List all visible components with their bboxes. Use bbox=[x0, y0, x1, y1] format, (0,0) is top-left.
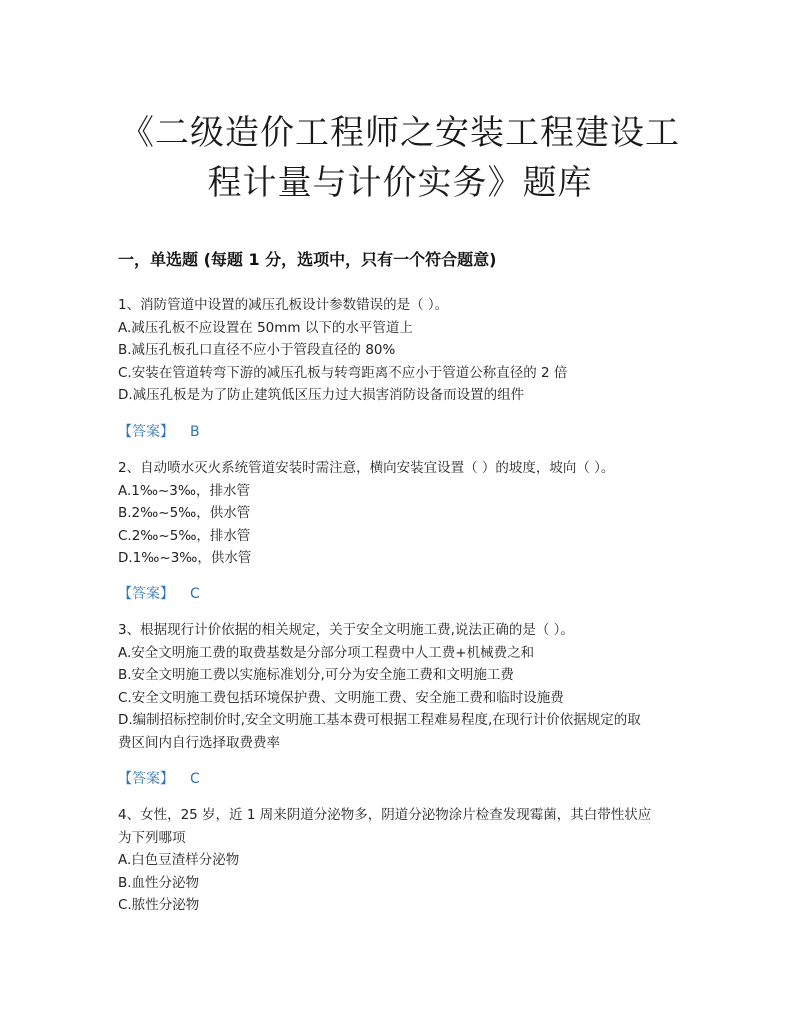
question-stem: 2、自动喷水灭火系统管道安装时需注意，横向安装宜设置（ ）的坡度，坡向（ ）。 bbox=[118, 460, 615, 476]
option-d-continued: 费区间内自行选择取费费率 bbox=[118, 734, 280, 751]
answer-1 bbox=[118, 421, 200, 441]
title-line-2: 程计量与计价实务》题库 bbox=[207, 163, 593, 203]
question-stem: 1、消防管道中设置的减压孔板设计参数错误的是（ ）。 bbox=[118, 297, 449, 313]
option-a: A.白色豆渣样分泌物 bbox=[118, 852, 240, 868]
option-b: B.2‰~5‰，供水管 bbox=[118, 505, 251, 521]
answer-3 bbox=[118, 768, 200, 788]
question-4 bbox=[118, 804, 688, 917]
answer-value: C bbox=[190, 771, 200, 787]
answer-2 bbox=[118, 583, 200, 603]
question-stem-continued: 为下列哪项 bbox=[118, 829, 186, 846]
title-line-1: 《二级造价工程师之安装工程建设工 bbox=[120, 113, 680, 153]
option-b: B.减压孔板孔口直径不应小于管段直径的 80% bbox=[118, 342, 396, 358]
option-c: C.安全文明施工费包括环境保护费、文明施工费、安全施工费和临时设施费 bbox=[118, 689, 564, 706]
answer-value: B bbox=[190, 424, 200, 440]
answer-label: 【答案】 bbox=[118, 424, 174, 440]
question-3 bbox=[118, 619, 688, 754]
answer-value: C bbox=[190, 586, 200, 602]
option-c: C.2‰~5‰，排水管 bbox=[118, 527, 251, 544]
question-1 bbox=[118, 294, 688, 407]
option-c: C.安装在管道转弯下游的减压孔板与转弯距离不应小于管道公称直径的 2 倍 bbox=[118, 364, 568, 381]
option-a: A.减压孔板不应设置在 50mm 以下的水平管道上 bbox=[118, 319, 413, 336]
option-d: D.编制招标控制价时,安全文明施工基本费可根据工程难易程度,在现行计价依据规定的取 bbox=[118, 712, 641, 728]
option-b: B.血性分泌物 bbox=[118, 874, 200, 891]
question-stem: 3、根据现行计价依据的相关规定，关于安全文明施工费,说法正确的是（ ）。 bbox=[118, 622, 574, 638]
question-2 bbox=[118, 457, 688, 570]
answer-label: 【答案】 bbox=[118, 586, 174, 602]
section-heading: 一，单选题 (每题 1 分，选项中，只有一个符合题意) bbox=[118, 250, 497, 269]
option-a: A.安全文明施工费的取费基数是分部分项工程费中人工费+机械费之和 bbox=[118, 644, 535, 661]
answer-label: 【答案】 bbox=[118, 771, 174, 787]
question-stem: 4、女性，25 岁，近 1 周来阴道分泌物多，阴道分泌物涂片检查发现霉菌，其白带性状应 bbox=[118, 807, 652, 823]
option-a: A.1‰~3‰，排水管 bbox=[118, 482, 251, 499]
option-d: D.减压孔板是为了防止建筑低区压力过大损害消防设备而设置的组件 bbox=[118, 387, 525, 403]
option-d: D.1‰~3‰，供水管 bbox=[118, 550, 252, 566]
document-title bbox=[60, 108, 740, 208]
option-c: C.脓性分泌物 bbox=[118, 897, 200, 913]
option-b: B.安全文明施工费以实施标准划分,可分为安全施工费和文明施工费 bbox=[118, 667, 514, 683]
